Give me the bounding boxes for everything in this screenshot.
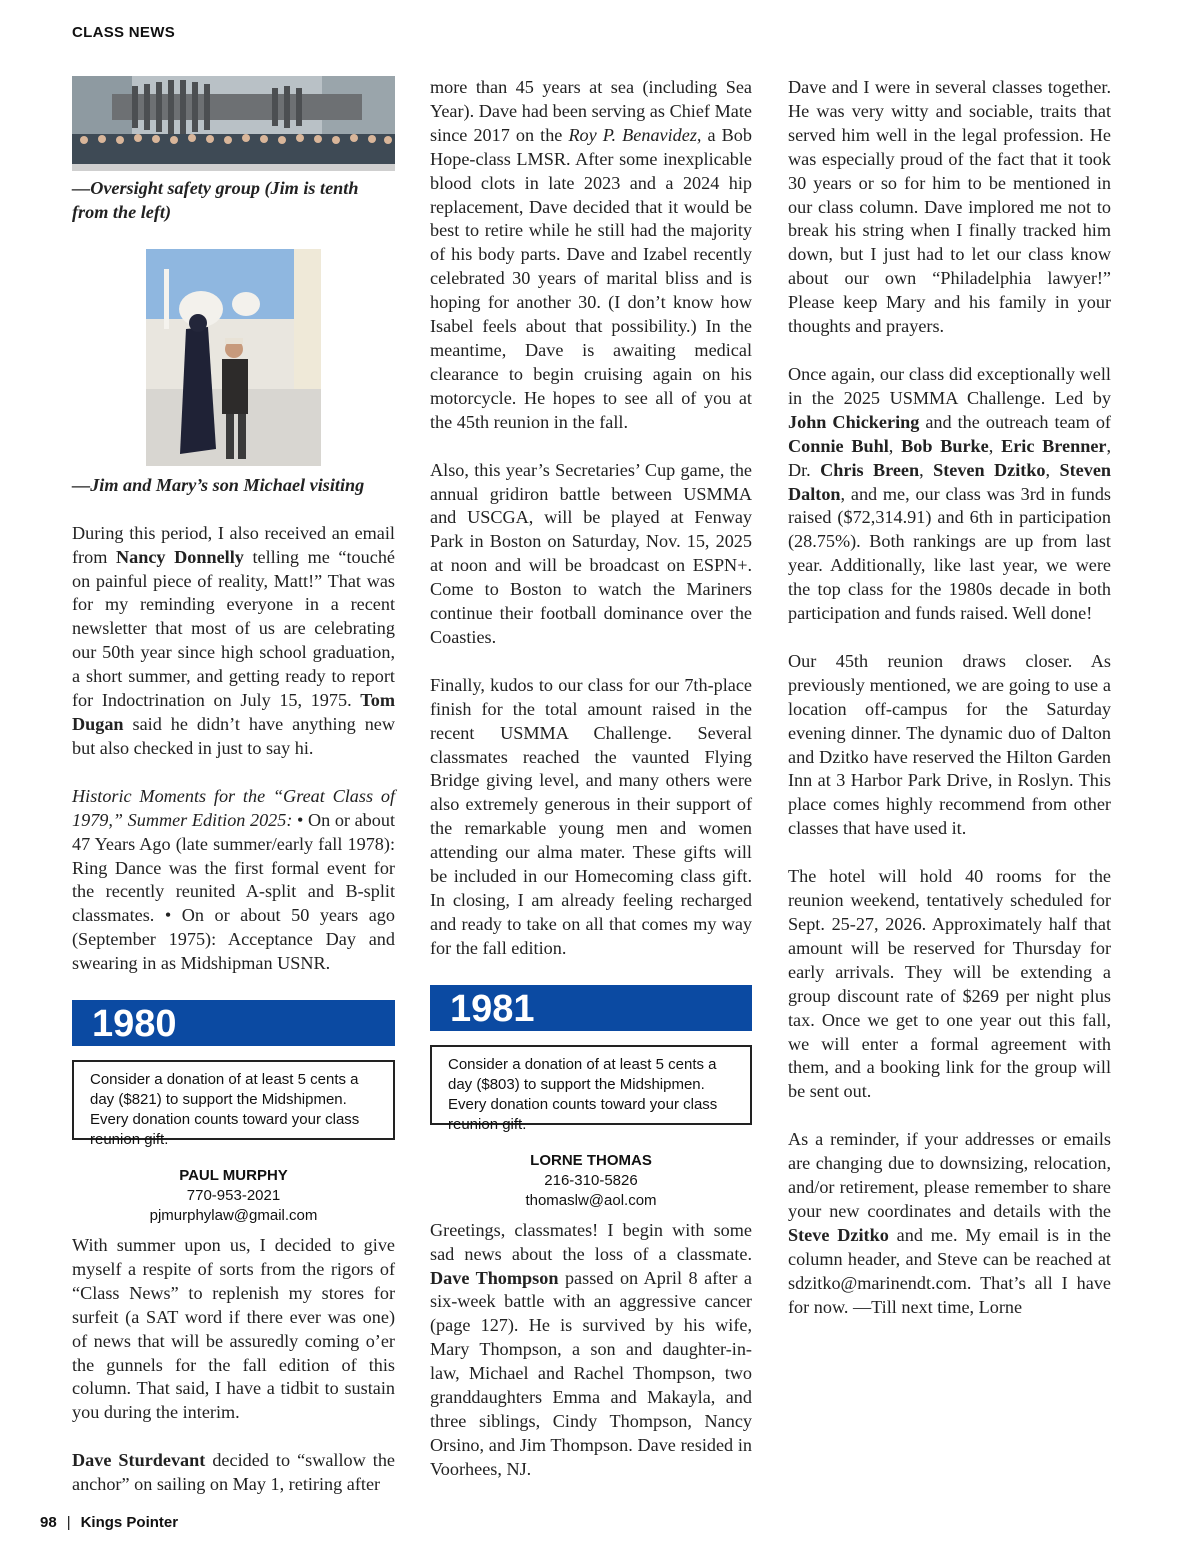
paragraph: Finally, kudos to our class for our 7th-place finish for the total amount raised in the recent USMMA Challenge. Several classmates reached the vaunted Flying Bridge giving level, and many others were also extremely generous in their support of the remarkable young men and women attending our alma mater. These gifts will be included in our Homecoming class gift. In closing, I am already feeling recharged and ready to take on all that comes my way for the fall edition. (430, 674, 752, 958)
paragraph: Dave and I were in several classes together. He was very witty and sociable, traits that served him well in the legal profession. He was especially proud of the fact that it took 30 years or so for him to be mentioned in our class column. Dave implored me not to break his string when I finally tracked him down, but I just had to let our class know about our own “Philadelphia lawyer!” Please keep Mary and his family in your thoughts and prayers. (788, 77, 1111, 337)
contact-email[interactable]: pjmurphylaw@gmail.com (149, 1207, 318, 1225)
contact-name: PAUL MURPHY (179, 1167, 288, 1185)
group-photo (72, 76, 395, 171)
contact-name: LORNE THOMAS (530, 1151, 652, 1169)
paragraph: Once again, our class did exceptionally well in the 2025 USMMA Challenge. Led by John Chickering and the outreach team of Connie Buhl, Bob Burke, Eric Brenner, Dr. Chris Breen, Steven Dzitko, Steven Dalton, and me, our class was 3rd in funds raised ($72,314.91) and 6th in participation (28.75%). Both rankings are up from last year. Additionally, like last year, we were the top class for the 1980s decade in both participation and funds raised. Well done! (788, 363, 1112, 624)
contact-email[interactable]: thomaslw@aol.com (525, 1191, 657, 1209)
footer-divider: | (66, 1514, 71, 1531)
column-3 (788, 76, 1111, 1344)
paragraph: more than 45 years at sea (including Sea Year). Dave had been serving as Chief Mate since 2017 on the Roy P. Benavidez, a Bob Hope-class LMSR. After some inexplicable blood clots in late 2023 and a 2024 hip replacement, Dave decided that it would be best to retire while he still had the majority of his body parts. Dave and Izabel recently celebrated 30 years of marital bliss and is hoping for another 30. (I don’t know how Isabel feels about that possibility.) In the meantime, Dave is awaiting medical clearance to begin cruising again on his motorcycle. He hopes to see all of you at the 45th reunion in the fall. (430, 77, 752, 432)
paragraph: Greetings, classmates! I begin with some sad news about the loss of a classmate. Dave Thompson passed on April 8 after a six-week battle with an aggressive cancer (page 127). He is survived by his wife, Mary Thompson, a son and daughter-in-law, Michael and Rachel Thompson, two granddaughters Emma and Makayla, and three siblings, Cindy Thompson, Nancy Orsino, and Jim Thompson. Dave resided in Voorhees, NJ. (430, 1219, 752, 1479)
paragraph: As a reminder, if your addresses or emails are changing due to downsizing, relocation, and/or retirement, please remember to share your new coordinates and details with the Steve Dzitko and me. My email is in the column header, and Steve can be reached at sdzitko@marinendt.com. That’s all I have for now. —Till next time, Lorne (788, 1129, 1111, 1317)
paragraph: Dave Sturdevant decided to “swallow the anchor” on sailing on May 1, retiring after (72, 1450, 395, 1495)
class-secretary-contact (72, 1166, 395, 1226)
paragraph: Also, this year’s Secretaries’ Cup game, the annual gridiron battle between USMMA and USCGA, will be played at Fenway Park in Boston on Saturday, Nov. 15, 2025 at noon and will be broadcast on ESPN+. Come to Boston to watch the Mariners continue their football dominance over the Coasties. (430, 459, 752, 647)
column-1 (72, 76, 395, 1521)
class-secretary-contact (430, 1151, 752, 1211)
year-banner-1981: 1981 (430, 985, 752, 1031)
paragraph: Historic Moments for the “Great Class of 1979,” Summer Edition 2025: • On or about 47 Years Ago (late summer/early fall 1978): Ring Dance was the first formal event for the recently reunited A-split and B-split classmates. • On or about 50 years ago (September 1975): Acceptance Day and swearing in as Midshipman USNR. (72, 785, 395, 974)
mosque-photo (146, 249, 321, 466)
paragraph: During this period, I also received an email from Nancy Donnelly telling me “touché on painful piece of reality, Matt!” That was for my reminding everyone in a recent newsletter that most of us are celebrating our 50th year since high school graduation, a short summer, and getting ready to report for Indoctrination on July 15, 1975. Tom Dugan said he didn’t have anything new but also checked in just to say hi. (72, 522, 395, 758)
column-2 (430, 76, 752, 1506)
donation-box: Consider a donation of at least 5 cents a day ($821) to support the Midshipmen. Every donation counts toward your class reunion gift. (72, 1060, 395, 1140)
paragraph: With summer upon us, I decided to give myself a respite of sorts from the rigors of “Class News” to replenish my stores for surfeit (a SAT word if there ever was one) of news that will be assuredly coming o’er the gunnels for the fall edition of this column. That said, I have a tidbit to sustain you during the interim. (72, 1235, 395, 1423)
paragraph: The hotel will hold 40 rooms for the reunion weekend, tentatively scheduled for Sept. 25-27, 2026. Approximately half that amount will be reserved for Thursday for early arrivals. They will be extending a group discount rate of $269 per night plus tax. Once we get to one year out this fall, we will enter a formal agreement with them, and a booking link for the group will be sent out. (788, 866, 1111, 1102)
year-banner-1980: 1980 (72, 1000, 395, 1046)
publication-name: Kings Pointer (80, 1514, 179, 1531)
contact-phone: 216-310-5826 (544, 1171, 638, 1189)
paragraph: Our 45th reunion draws closer. As previously mentioned, we are going to use a location off-campus for the Saturday evening dinner. The dynamic duo of Dalton and Dzitko have reserved the Hilton Garden Inn at 3 Harbor Park Drive, in Roslyn. This place comes highly recommend from other classes that have used it. (788, 650, 1111, 839)
photo-caption-2: —Jim and Mary’s son Michael visiting (72, 474, 365, 495)
page-footer (40, 1514, 178, 1531)
donation-box: Consider a donation of at least 5 cents a day ($803) to support the Midshipmen. Every donation counts toward your class reunion gift. (430, 1045, 752, 1125)
section-label: CLASS NEWS (72, 24, 176, 41)
page-number: 98 (40, 1514, 57, 1531)
photo-caption-1: —Oversight safety group (Jim is tenth from the left) (72, 178, 359, 222)
contact-phone: 770-953-2021 (186, 1187, 281, 1205)
